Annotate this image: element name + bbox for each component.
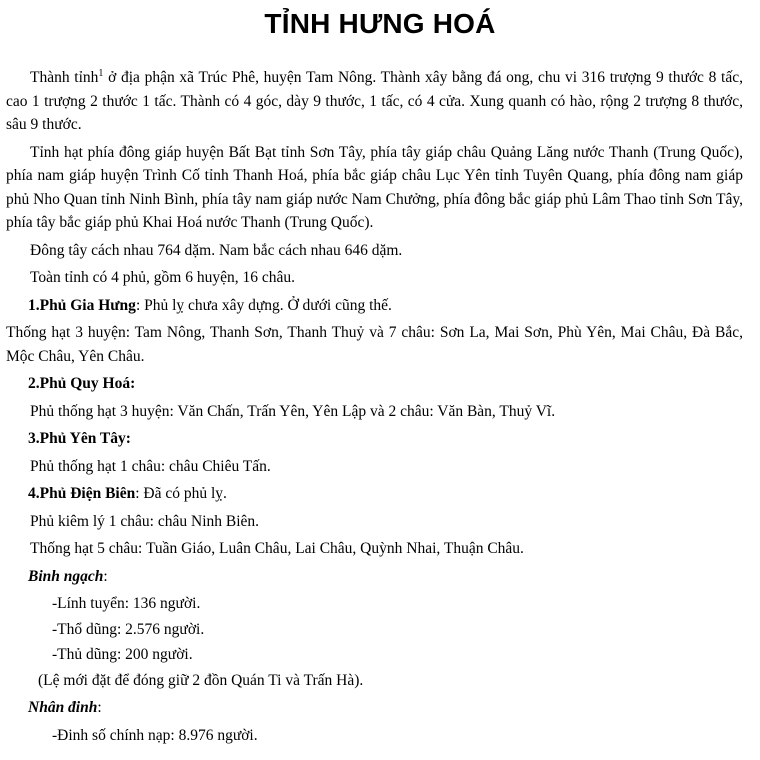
section-heading-phu-yen-tay — [6, 427, 743, 451]
intro-paragraph-distance: Đông tây cách nhau 764 dặm. Nam bắc cách nhau 646 dặm. — [30, 241, 403, 259]
section-text-phu-quy-hoa: Phủ thống hạt 3 huyện: Văn Chấn, Trấn Yên, Yên Lập và 2 châu: Văn Bàn, Thuỷ Vĩ. — [30, 402, 556, 420]
intro-text-rest: ở địa phận xã Trúc Phê, huyện Tam Nông. Thành xây bằng đá ong, chu vi 316 trượng 9 thước 8 tấc, cao 1 trượng 2 thước 1 tấc. Thành có 4 góc, dày 9 thước, 1 tấc, có 4 cửa. Xung quanh có hào, rộng 2 trượng 8 thước, sâu 9 thước. — [6, 69, 743, 133]
subsection-label: Nhân đinh — [28, 699, 98, 716]
footnote-marker: 1 — [98, 68, 104, 79]
intro-text-start: Thành tỉnh — [30, 69, 99, 86]
subsection-heading-binh-ngach — [6, 565, 743, 589]
subsection-colon: : — [97, 699, 102, 716]
binh-ngach-note: (Lệ mới đặt để đóng giữ 2 đồn Quán Ti và Trấn Hà). — [38, 671, 364, 689]
document-body — [6, 66, 743, 749]
intro-paragraph-summary: Toàn tỉnh có 4 phủ, gồm 6 huyện, 16 châu. — [30, 269, 295, 286]
section-heading-phu-dien-bien — [6, 482, 743, 506]
list-item: -Lính tuyển: 136 người. — [52, 595, 201, 612]
list-item: -Thổ dũng: 2.576 người. — [52, 620, 205, 638]
section-heading-phu-quy-hoa — [6, 372, 743, 396]
subsection-label: Binh ngạch — [28, 567, 104, 585]
section-text-phu-gia-hung: Thống hạt 3 huyện: Tam Nông, Thanh Sơn, Thanh Thuỷ và 7 châu: Sơn La, Mai Sơn, Phù Yên, Mai Châu, Đà Bắc, Mộc Châu, Yên Châu. — [6, 324, 743, 365]
heading-label: 4.Phủ Điện Biên — [28, 485, 136, 502]
intro-paragraph-borders: Tỉnh hạt phía đông giáp huyện Bất Bạt tỉnh Sơn Tây, phía tây giáp châu Quảng Lăng nước Thanh (Trung Quốc), phía nam giáp huyện Trình Cố tỉnh Thanh Hoá, phía bắc giáp châu Lục Yên tỉnh Tuyên Quang, phía đông nam giáp phủ Nho Quan tỉnh Ninh Bình, phía tây nam giáp nước Nam Chưởng, phía đông bắc giáp phủ Lâm Thao tỉnh Sơn Tây, phía tây bắc giáp phủ Khai Hoá nước Thanh (Trung Quốc). — [6, 143, 743, 231]
section-text-phu-dien-bien-1: Phủ kiêm lý 1 châu: châu Ninh Biên. — [30, 512, 260, 530]
intro-paragraph-citadel — [6, 66, 743, 137]
heading-label: 2.Phủ Quy Hoá: — [28, 375, 136, 392]
heading-rest: : Phủ lỵ chưa xây dựng. Ở dưới cũng thế. — [135, 296, 392, 314]
subsection-heading-nhan-dinh — [6, 696, 743, 720]
heading-label: 3.Phủ Yên Tây: — [28, 430, 131, 447]
list-item: -Đinh số chính nạp: 8.976 người. — [52, 726, 258, 744]
heading-label: 1.Phủ Gia Hưng — [28, 296, 136, 314]
page-title: TỈNH HƯNG HOÁ — [264, 8, 496, 39]
section-text-phu-dien-bien-2: Thống hạt 5 châu: Tuần Giáo, Luân Châu, Lai Châu, Quỳnh Nhai, Thuận Châu. — [30, 540, 524, 557]
heading-rest: : Đã có phủ lỵ. — [135, 485, 227, 502]
section-text-phu-yen-tay: Phủ thống hạt 1 châu: châu Chiêu Tấn. — [30, 457, 271, 475]
section-heading-phu-gia-hung — [6, 294, 743, 318]
subsection-colon: : — [103, 567, 108, 585]
list-item: -Thủ dũng: 200 người. — [52, 646, 193, 663]
